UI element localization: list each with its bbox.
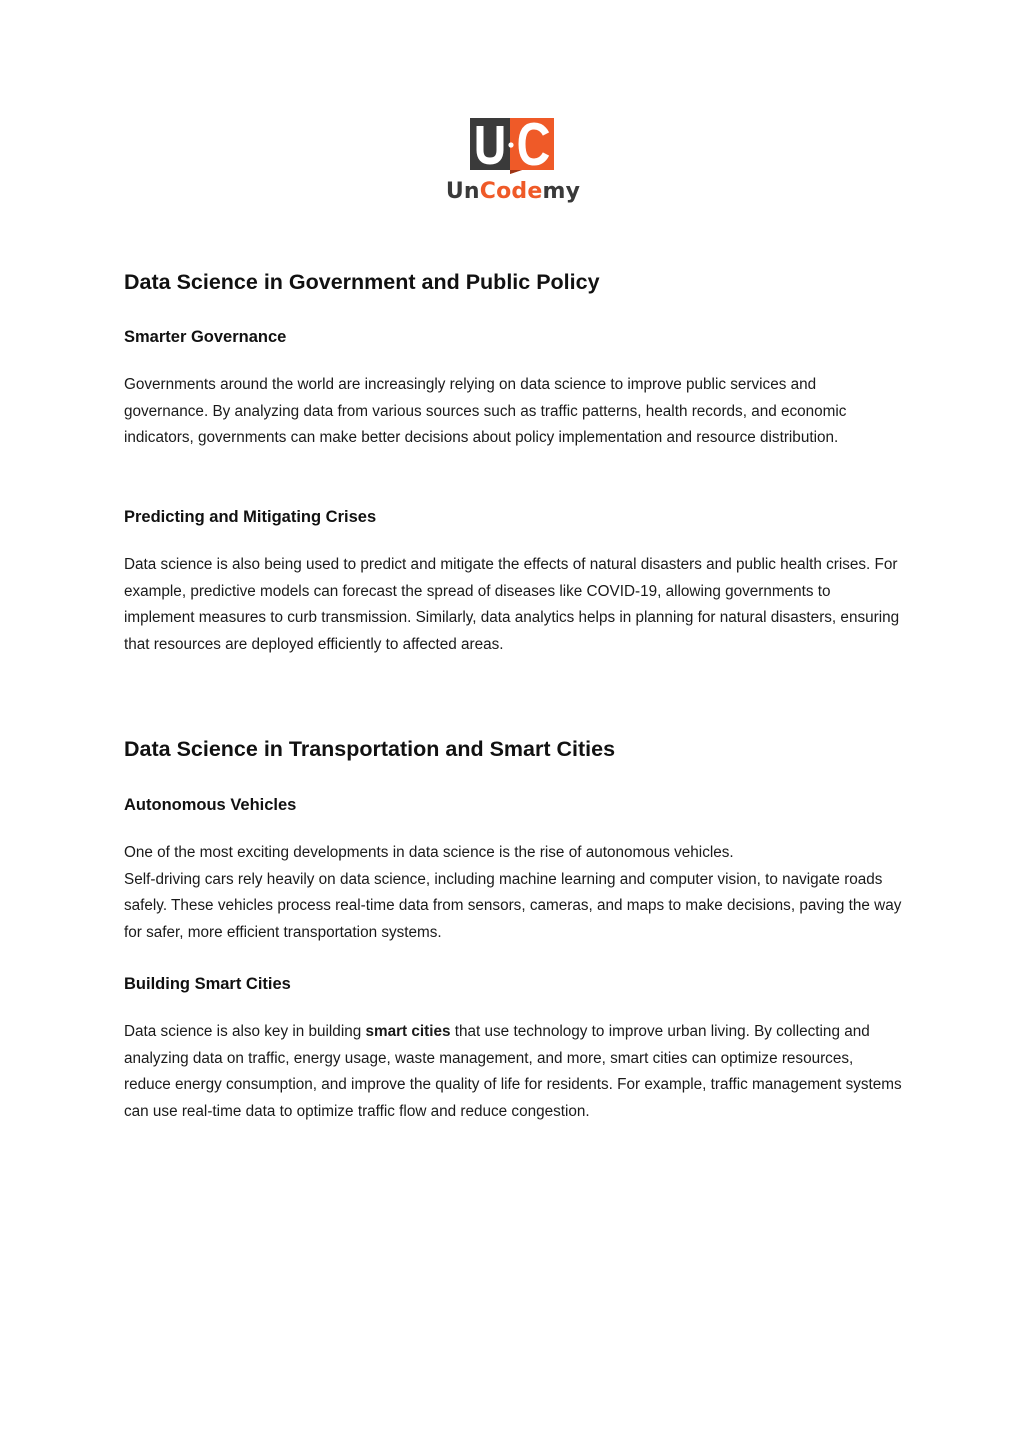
logo-word-part3: my	[542, 179, 581, 204]
subsection-smart-cities	[124, 970, 904, 998]
paragraph-text-after: that use technology to improve urban living. By collecting and analyzing data on traffic, energy usage, waste management, and more, smart cities can optimize resources, reduce energy consumption, and improve the quality of life for residents. For example, traffic management systems can use real-time data to optimize traffic flow and reduce congestion.	[124, 1023, 902, 1120]
paragraph	[124, 1019, 904, 1125]
bold-term: smart cities	[365, 1023, 451, 1040]
paragraph: Data science is also being used to predict and mitigate the effects of natural disasters and public health crises. For example, predictive models can forecast the spread of diseases like COVID-19, allowing governments to implement measures to curb transmission. Similarly, data analytics helps in planning for natural disasters, ensuring that resources are deployed efficiently to affected areas.	[124, 556, 900, 653]
subsection-heading: Building Smart Cities	[124, 975, 291, 993]
section-transportation	[124, 729, 904, 769]
logo-word-part2: Code	[479, 179, 543, 204]
logo-word-part1: Un	[445, 179, 480, 204]
subsection-predicting-crises	[124, 503, 904, 531]
paragraph-line: One of the most exciting developments in data science is the rise of autonomous vehicles.	[124, 844, 734, 861]
subsection-heading: Predicting and Mitigating Crises	[124, 508, 377, 526]
paragraph-predicting-crises	[124, 552, 904, 658]
paragraph-text-before: Data science is also key in building	[124, 1023, 366, 1040]
paragraph	[124, 840, 904, 946]
section-title: Data Science in Government and Public Policy	[124, 270, 600, 294]
uncodemy-logo	[443, 116, 583, 208]
subsection-heading: Autonomous Vehicles	[124, 796, 297, 814]
paragraph-rest: Self-driving cars rely heavily on data science, including machine learning and computer vision, to navigate roads safely. These vehicles process real-time data from sensors, cameras, and maps to make decisions, paving the way for safer, more efficient transportation systems.	[124, 870, 902, 941]
paragraph: Governments around the world are increasingly relying on data science to improve public services and governance. By analyzing data from various sources such as traffic patterns, health records, and economic indicators, governments can make better decisions about policy implementation and resource distribution.	[124, 376, 847, 447]
subsection-smarter-governance	[124, 323, 904, 351]
section-government	[124, 262, 904, 302]
logo-wordmark	[443, 178, 583, 206]
paragraph-autonomous-vehicles	[124, 840, 904, 946]
subsection-autonomous-vehicles	[124, 791, 904, 819]
section-title: Data Science in Transportation and Smart Cities	[124, 737, 616, 761]
paragraph-smarter-governance	[124, 372, 904, 452]
paragraph-smart-cities	[124, 1019, 904, 1125]
subsection-heading: Smarter Governance	[124, 328, 287, 346]
logo-mark-icon	[470, 118, 554, 174]
